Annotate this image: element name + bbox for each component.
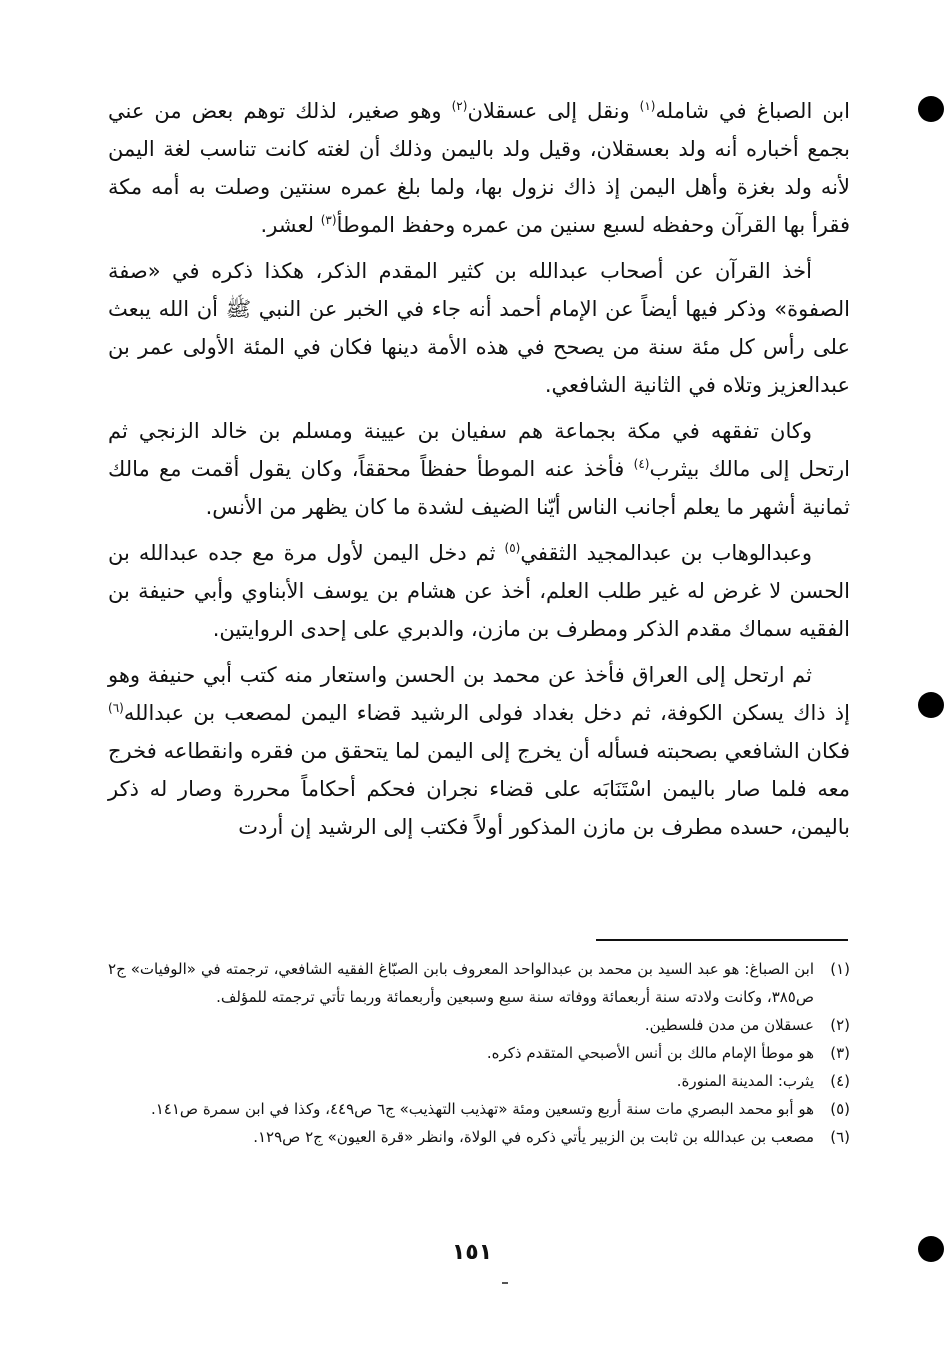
- footnote-1: [108, 955, 850, 1011]
- p5-text-2: فكان الشافعي بصحبته فسأله أن يخرج إلى اليمن لما يتحقق من فقره وانقطاعه فخرج معه فلما صار باليمن اسْتَنَابَه على قضاء نجران فحكم أحكاماً محررة وصار له ذكر باليمن، حسده مطرف بن مازن المذكور أولاً فكتب إلى الرشيد إن أردت: [108, 739, 850, 839]
- footnote-ref-5: (٥): [504, 541, 521, 555]
- footnote-3: [108, 1039, 850, 1067]
- footnote-5: [108, 1095, 850, 1123]
- footnote-text: عسقلان من مدن فلسطين.: [644, 1016, 814, 1034]
- page-number: ١٥١: [451, 1240, 493, 1265]
- footnote-ref-2: (٢): [451, 99, 468, 113]
- main-text: [108, 92, 850, 854]
- p5-text-1: ثم ارتحل إلى العراق فأخذ عن محمد بن الحسن واستعار منه كتب أبي حنيفة وهو إذ ذاك يسكن الكوفة، ثم دخل بغداد فولى الرشيد قضاء اليمن لمصعب بن عبدالله: [108, 663, 850, 725]
- footnote-number: (٢): [830, 1016, 850, 1034]
- footnote-text: ابن الصباغ: هو عبد السيد بن محمد بن عبدالواحد المعروف بابن الصبّاغ الفقيه الشافعي، ترجمته في «الوفيات» ج٢ ص٣٨٥، وكانت ولادته سنة أربعمائة ووفاته سنة سبع وسبعين وأربعمائة وربما تأتي ترجمته للمؤلف.: [108, 960, 814, 1006]
- paragraph-1: [108, 92, 850, 244]
- paragraph-5: [108, 656, 850, 846]
- footnote-number: (٤): [830, 1072, 850, 1090]
- p3-text-1: وكان تفقهه في مكة بجماعة هم سفيان بن عيينة ومسلم بن خالد الزنجي ثم ارتحل إلى مالك بيثرب: [108, 419, 850, 481]
- footnote-separator: [596, 939, 848, 941]
- p1-text-2: ونقل إلى عسقلان: [467, 99, 640, 123]
- p1-text-1: ابن الصباغ في شامله: [655, 99, 850, 123]
- footnote-text: مصعب بن عبدالله بن ثابت بن الزبير يأتي ذكره في الولاة، وانظر «قرة العيون» ج٢ ص١٢٩.: [253, 1128, 814, 1146]
- footnote-text: هو أبو محمد البصري مات سنة أربع وتسعين ومئة «تهذيب التهذيب» ج٦ ص٤٤٩، وكذا في ابن سمرة ص١٤١.: [150, 1100, 814, 1118]
- paragraph-4: [108, 534, 850, 648]
- paragraph-2: أخذ القرآن عن أصحاب عبدالله بن كثير المقدم الذكر، هكذا ذكره في «صفة الصفوة» وذكر فيها أيضاً عن الإمام أحمد أنه جاء في الخبر عن النبي ﷺ أن الله يبعث على رأس كل مئة سنة من يصحح في هذه الأمة دينها فكان في المئة الأولى عمر بن عبدالعزيز وتلاه في الثانية الشافعي.: [108, 259, 850, 397]
- footnote-4: [108, 1067, 850, 1095]
- footnotes: [108, 955, 850, 1151]
- p4-text-1: وعبدالوهاب بن عبدالمجيد الثقفي: [520, 541, 812, 565]
- footnote-ref-1: (١): [639, 99, 656, 113]
- footnote-6: [108, 1123, 850, 1151]
- footnote-ref-4: (٤): [633, 457, 650, 471]
- footnote-number: (٣): [830, 1044, 850, 1062]
- margin-dot-middle: [918, 692, 944, 718]
- footnote-number: (١): [830, 960, 850, 978]
- paragraph-3: [108, 412, 850, 526]
- footnote-ref-6: (٦): [108, 701, 124, 715]
- footnote-ref-3: (٣): [320, 213, 337, 227]
- scan-mark: [502, 1282, 508, 1284]
- p1-text-4: لعشر.: [260, 213, 321, 237]
- margin-dot-top: [918, 96, 944, 122]
- footnote-number: (٦): [830, 1128, 850, 1146]
- footnote-text: يثرب: المدينة المنورة.: [676, 1072, 814, 1090]
- p1-text-3: وهو صغير، لذلك توهم بعض من عني بجمع أخباره أنه ولد بعسقلان، وقيل ولد باليمن وذلك أن لغته كانت تناسب لغة اليمن لأنه ولد بغزة وأهل اليمن إذ ذاك نزول بها، ولما بلغ عمره سنتين وصلت به أمه مكة فقرأ بها القرآن وحفظه لسبع سنين من عمره وحفظ الموطأ: [108, 99, 850, 237]
- p4-text-2: ثم دخل اليمن لأول مرة مع جده عبدالله بن الحسن لا غرض له غير طلب العلم، أخذ عن هشام بن يوسف الأبناوي وأبي حنيفة بن الفقيه سماك مقدم الذكر ومطرف بن مازن، والدبري على إحدى الروايتين.: [108, 541, 850, 641]
- p3-text-2: فأخذ عنه الموطأ حفظاً محققاً، وكان يقول أقمت مع مالك ثمانية أشهر ما يعلم أجانب الناس أيّنا الضيف لشدة ما كان يظهر من الأنس.: [108, 457, 850, 519]
- footnote-2: [108, 1011, 850, 1039]
- footnote-number: (٥): [830, 1100, 850, 1118]
- footnote-text: هو موطأ الإمام مالك بن أنس الأصبحي المتقدم ذكره.: [486, 1044, 814, 1062]
